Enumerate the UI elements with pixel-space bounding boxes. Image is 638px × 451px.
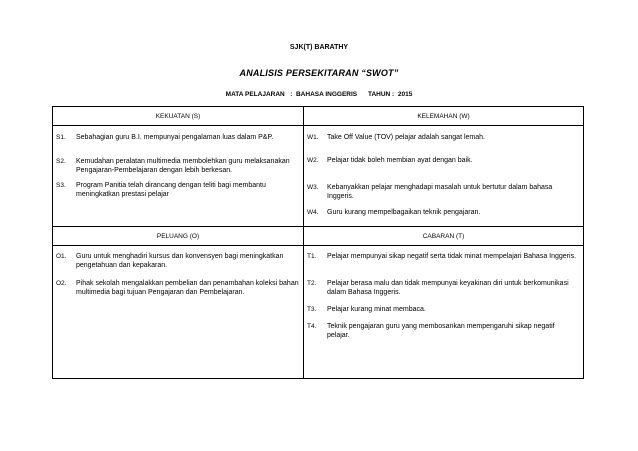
item-text: Pelajar berasa malu dan tidak mempunyai keyakinan diri untuk berkomunikasi dalam Bahasa Inggeris. bbox=[327, 280, 569, 296]
year-label: TAHUN : bbox=[367, 91, 395, 98]
item-text: Sebahagian guru B.I. mempunyai pengalaman luas dalam P&P. bbox=[76, 134, 274, 141]
weaknesses-cell bbox=[304, 126, 584, 227]
weakness-item bbox=[304, 134, 579, 143]
subject-line bbox=[0, 91, 638, 98]
item-code: T1. bbox=[307, 253, 317, 260]
item-text: Pihak sekolah mengalakkan pembelian dan penambahan koleksi bahan multimedia bagi tujuan Pengajaran dan Pembelajaran. bbox=[76, 280, 299, 296]
item-text: Pelajar mempunyai sikap negatif serta tidak minat mempelajari Bahasa Inggeris. bbox=[327, 253, 577, 260]
threat-item bbox=[304, 253, 579, 262]
year-value: 2015 bbox=[397, 91, 413, 98]
opportunity-header: PELUANG (O) bbox=[53, 227, 304, 246]
school-name: SJK(T) BARATHY bbox=[289, 44, 349, 51]
item-code: O1. bbox=[56, 253, 67, 260]
item-code: S1. bbox=[56, 134, 66, 141]
weakness-header: KELEMAHAN (W) bbox=[304, 107, 584, 126]
item-text: Kebanyakkan pelajar menghadapi masalah untuk bertutur dalam bahasa Inggeris. bbox=[327, 184, 553, 200]
item-code: W2. bbox=[307, 157, 319, 164]
strengths-cell bbox=[53, 126, 304, 227]
item-text: Kemudahan peralatan multimedia membolehkan guru melaksanakan Pengajaran-Pembelajaran dengan lebih berkesan. bbox=[76, 158, 290, 174]
document-title: ANALISIS PERSEKITARAN “SWOT” bbox=[239, 68, 399, 78]
item-text: Take Off Value (TOV) pelajar adalah sangat lemah. bbox=[327, 134, 485, 141]
weakness-item bbox=[304, 184, 579, 201]
threat-item bbox=[304, 306, 579, 315]
subject-value: BAHASA INGGERIS bbox=[295, 91, 358, 98]
opportunity-item bbox=[53, 280, 299, 297]
threat-item bbox=[304, 323, 579, 340]
threats-cell bbox=[304, 246, 584, 379]
swot-table bbox=[52, 106, 584, 379]
item-text: Pelajar tidak boleh membian ayat dengan baik. bbox=[327, 157, 473, 164]
strength-item bbox=[53, 158, 299, 175]
item-text: Teknik pengajaran guru yang membosankan mempengaruhi sikap negatif pelajar. bbox=[327, 323, 555, 339]
item-code: S2. bbox=[56, 158, 66, 165]
weakness-item bbox=[304, 209, 579, 218]
threat-header: CABARAN (T) bbox=[304, 227, 584, 246]
item-code: O2. bbox=[56, 280, 67, 287]
item-code: W1. bbox=[307, 134, 319, 141]
opportunities-cell bbox=[53, 246, 304, 379]
strength-header: KEKUATAN (S) bbox=[53, 107, 304, 126]
item-code: T3. bbox=[307, 306, 317, 313]
item-code: T4. bbox=[307, 323, 317, 330]
item-text: Pelajar kurang minat membaca. bbox=[327, 306, 426, 313]
subject-separator: : bbox=[290, 91, 293, 98]
opportunity-item bbox=[53, 253, 299, 270]
strength-item bbox=[53, 134, 299, 143]
item-text: Guru untuk menghadiri kursus dan konvensyen bagi meningkatkan pengetahuan dan kepakaran. bbox=[76, 253, 284, 269]
item-text: Program Panitia telah dirancang dengan teliti bagi membantu meningkatkan prestasi pelajar bbox=[76, 182, 266, 198]
threat-item bbox=[304, 280, 579, 297]
item-code: W4. bbox=[307, 209, 319, 216]
weakness-item bbox=[304, 157, 579, 166]
strength-item bbox=[53, 182, 299, 199]
subject-label: MATA PELAJARAN bbox=[225, 91, 285, 98]
item-code: S3. bbox=[56, 182, 66, 189]
item-code: T2. bbox=[307, 280, 317, 287]
item-text: Guru kurang mempelbagaikan teknik pengajaran. bbox=[327, 209, 481, 216]
item-code: W3. bbox=[307, 184, 319, 191]
